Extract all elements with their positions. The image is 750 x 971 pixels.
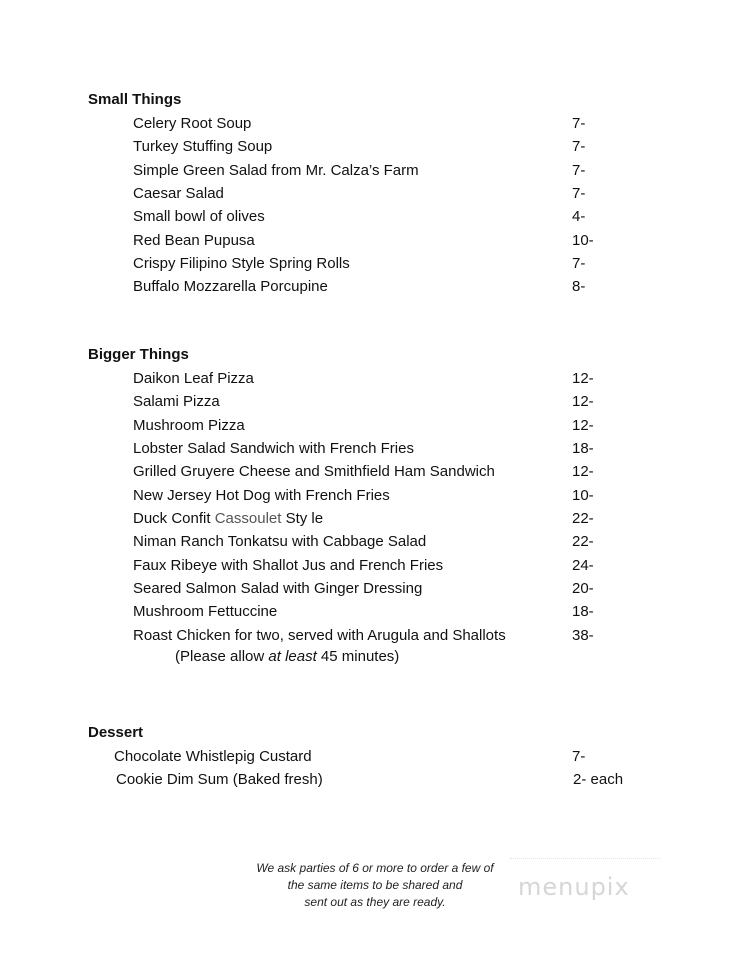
menu-item-price: 20-: [572, 580, 594, 597]
menu-item-name-part: Sty le: [281, 510, 324, 527]
menu-item-name: Crispy Filipino Style Spring Rolls: [133, 255, 350, 272]
menu-item-price: 24-: [572, 557, 594, 574]
menu-item-price: 7-: [572, 138, 586, 155]
menu-item-price: 7-: [572, 185, 586, 202]
menu-item-price: 18-: [572, 440, 594, 457]
menu-item-price: 12-: [572, 370, 594, 387]
note-suffix: 45 minutes): [316, 648, 400, 665]
menu-item-price: 18-: [572, 603, 594, 620]
menu-item-price: 8-: [572, 278, 586, 295]
watermark-text: menupix: [518, 873, 630, 901]
menu-item-price: 4-: [572, 208, 586, 225]
menu-item-price: 7-: [572, 162, 586, 179]
menu-item-name: Buffalo Mozzarella Porcupine: [133, 278, 328, 295]
menu-item-price: 12-: [572, 417, 594, 434]
menu-item-name: Mushroom Pizza: [133, 417, 245, 434]
menu-item-price: 2- each: [573, 771, 624, 788]
menu-item-price: 10-: [572, 232, 594, 249]
menu-item-price: 7-: [572, 255, 586, 272]
menu-item-name: Seared Salmon Salad with Ginger Dressing: [133, 580, 423, 597]
footer-line: the same items to be shared and: [287, 878, 463, 892]
menu-item-name: Grilled Gruyere Cheese and Smithfield Ham Sandwich: [133, 463, 495, 480]
note-emphasis: at least: [268, 648, 317, 665]
note-prefix: (Please allow: [175, 648, 269, 665]
menu-item-name: Small bowl of olives: [133, 208, 265, 225]
menu-item-name: Lobster Salad Sandwich with French Fries: [133, 440, 414, 457]
footer-line: sent out as they are ready.: [304, 895, 446, 909]
menu-item-name: Turkey Stuffing Soup: [133, 138, 273, 155]
menu-item-name-part: Duck Confit: [133, 510, 215, 527]
menu-item-price: 22-: [572, 533, 594, 550]
menu-item-name: Salami Pizza: [133, 393, 220, 410]
menu-item-price: 12-: [572, 463, 594, 480]
menu-item-price: 12-: [572, 393, 594, 410]
menu-item-price: 22-: [572, 510, 594, 527]
menu-item-name-highlight: Cassoulet: [214, 510, 282, 527]
menu-item-price: 7-: [572, 748, 586, 765]
watermark: [510, 858, 660, 911]
menu-item-name: Roast Chicken for two, served with Arugula and Shallots: [133, 627, 506, 644]
section-title-bigger-things: Bigger Things: [88, 346, 189, 363]
menu-item-name: [133, 509, 323, 529]
menu-item-name: Mushroom Fettuccine: [133, 603, 278, 620]
menu-item-name: Faux Ribeye with Shallot Jus and French Fries: [133, 557, 444, 574]
footer-line: We ask parties of 6 or more to order a few of: [256, 861, 494, 875]
roast-chicken-note: [175, 648, 399, 665]
section-title-dessert: Dessert: [88, 724, 144, 741]
menu-item-price: 10-: [572, 487, 594, 504]
section-title-small-things: Small Things: [88, 91, 182, 108]
menu-item-name: Cookie Dim Sum (Baked fresh): [116, 771, 323, 788]
menu-item-name: Caesar Salad: [133, 185, 224, 202]
menu-item-price: 38-: [572, 627, 594, 644]
menu-item-name: Chocolate Whistlepig Custard: [114, 748, 312, 765]
menu-item-price: 7-: [572, 115, 586, 132]
menu-item-name: Celery Root Soup: [133, 115, 252, 132]
menu-item-name: Niman Ranch Tonkatsu with Cabbage Salad: [133, 533, 427, 550]
menu-item-name: Red Bean Pupusa: [133, 232, 255, 249]
footer-note: [240, 860, 510, 911]
menu-item-name: Simple Green Salad from Mr. Calza’s Farm: [133, 162, 419, 179]
menu-item-name: New Jersey Hot Dog with French Fries: [133, 487, 390, 504]
menu-item-name: Daikon Leaf Pizza: [133, 370, 254, 387]
